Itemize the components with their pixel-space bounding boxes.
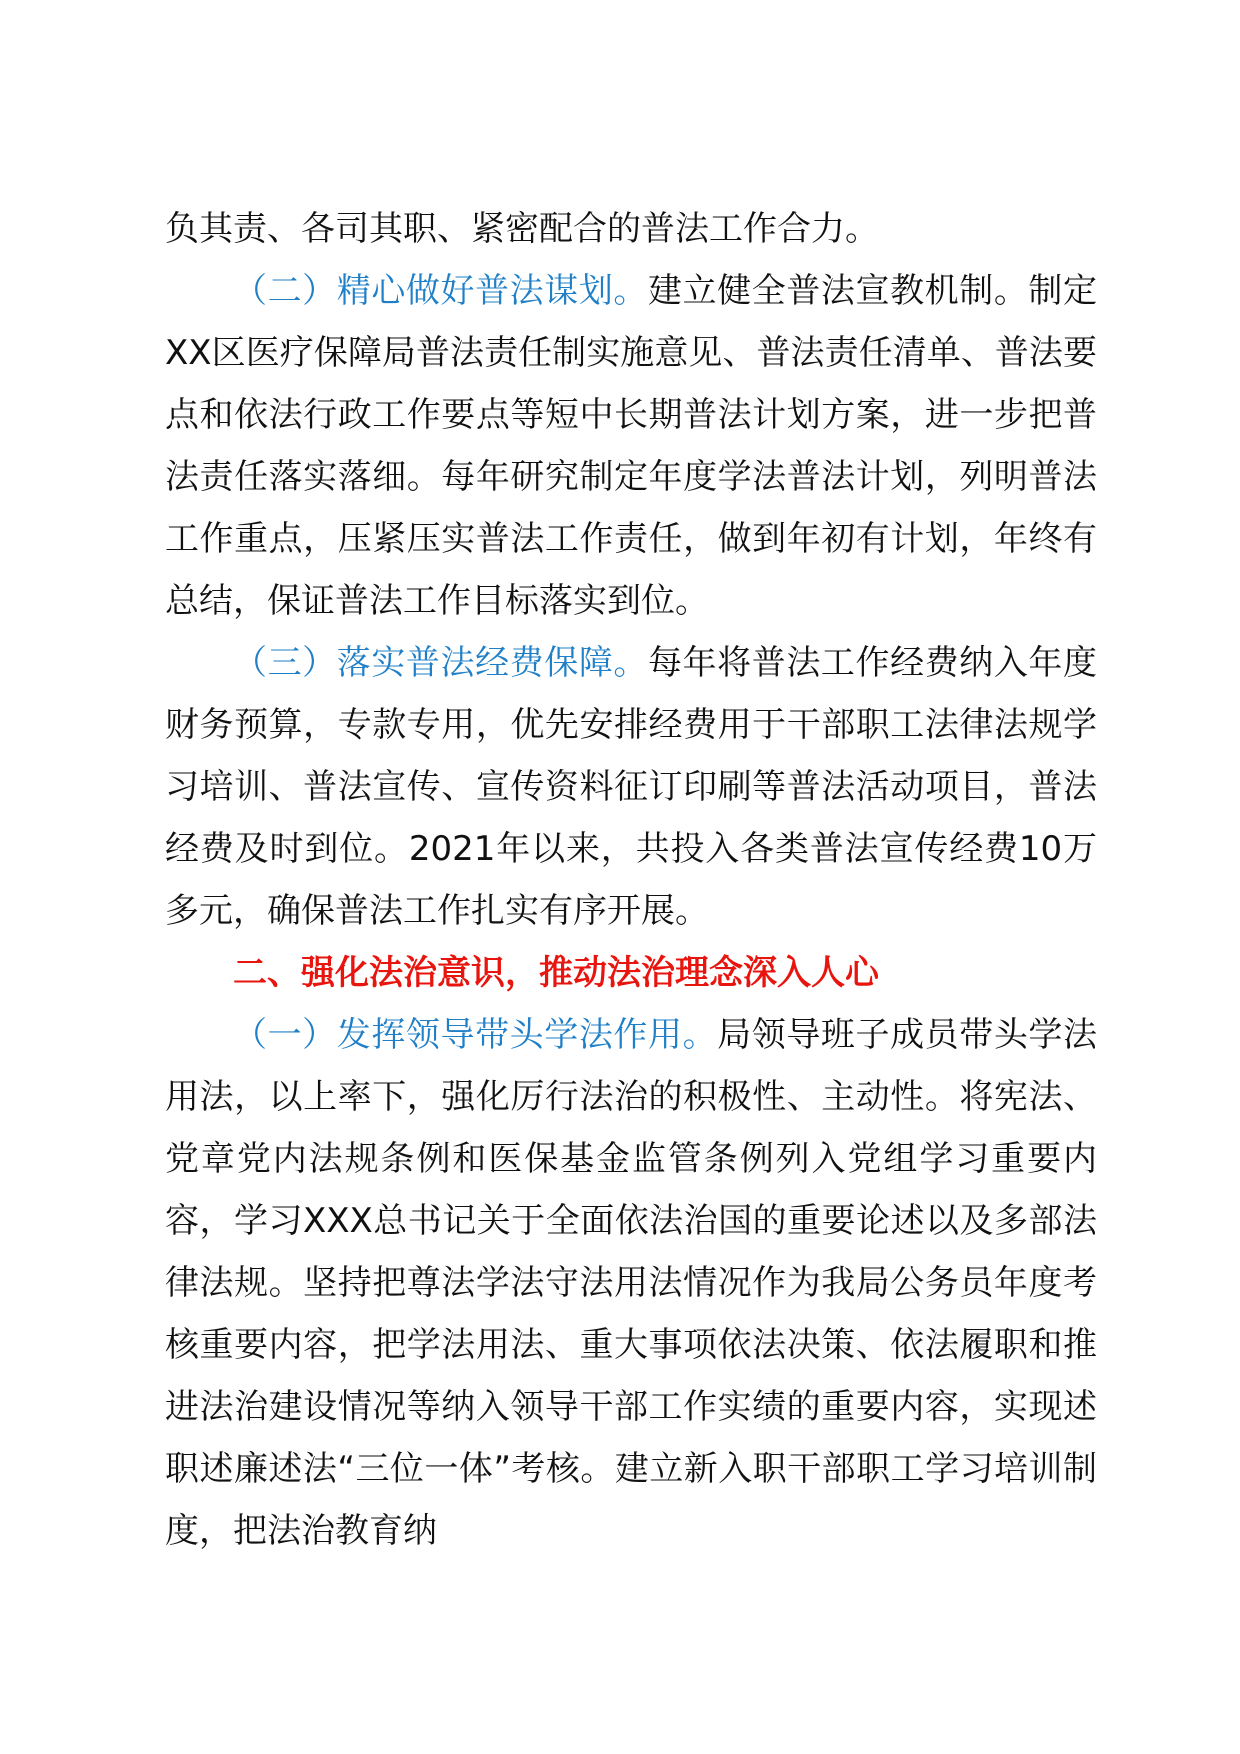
paragraph-text: 每年将普法工作经费纳入年度财务预算，专款专用，优先安排经费用于干部职工法律法规学习培训、普法宣传、宣传资料征订印刷等普法活动项目，普法经费及时到位。2021年以来，共投入各类普法宣传经费10万多元，确保普法工作扎实有序开展。 [165,643,1097,931]
paragraph-text: 建立健全普法宣教机制。制定XX区医疗保障局普法责任制实施意见、普法责任清单、普法要点和依法行政工作要点等短中长期普法计划方案，进一步把普法责任落实落细。每年研究制定年度学法普法计划，列明普法工作重点，压紧压实普法工作责任，做到年初有计划，年终有总结，保证普法工作目标落实到位。 [165,271,1097,621]
section-title-paragraph [165,942,1097,1004]
paragraph-text: 负其责、各司其职、紧密配合的普法工作合力。 [165,209,879,249]
paragraph-planning [165,260,1097,632]
section-title: 二、强化法治意识，推动法治理念深入人心 [233,953,879,993]
paragraph-text: 局领导班子成员带头学法用法，以上率下，强化厉行法治的积极性、主动性。将宪法、党章党内法规条例和医保基金监管条例列入党组学习重要内容，学习XXX总书记关于全面依法治国的重要论述以及多部法律法规。坚持把尊法学法守法用法情况作为我局公务员年度考核重要内容，把学法用法、重大事项依法决策、依法履职和推进法治建设情况等纳入领导干部工作实绩的重要内容，实现述职述廉述法“三位一体”考核。建立新入职干部职工学习培训制度，把法治教育纳 [165,1015,1098,1551]
document-page [165,198,1097,1562]
paragraph-continuation [165,198,1097,260]
paragraph-leadership [165,1004,1097,1562]
paragraph-funding [165,632,1097,942]
subheading-funding: （三）落实普法经费保障。 [233,643,648,683]
subheading-planning: （二）精心做好普法谋划。 [233,271,648,311]
subheading-leadership: （一）发挥领导带头学法作用。 [233,1015,718,1055]
